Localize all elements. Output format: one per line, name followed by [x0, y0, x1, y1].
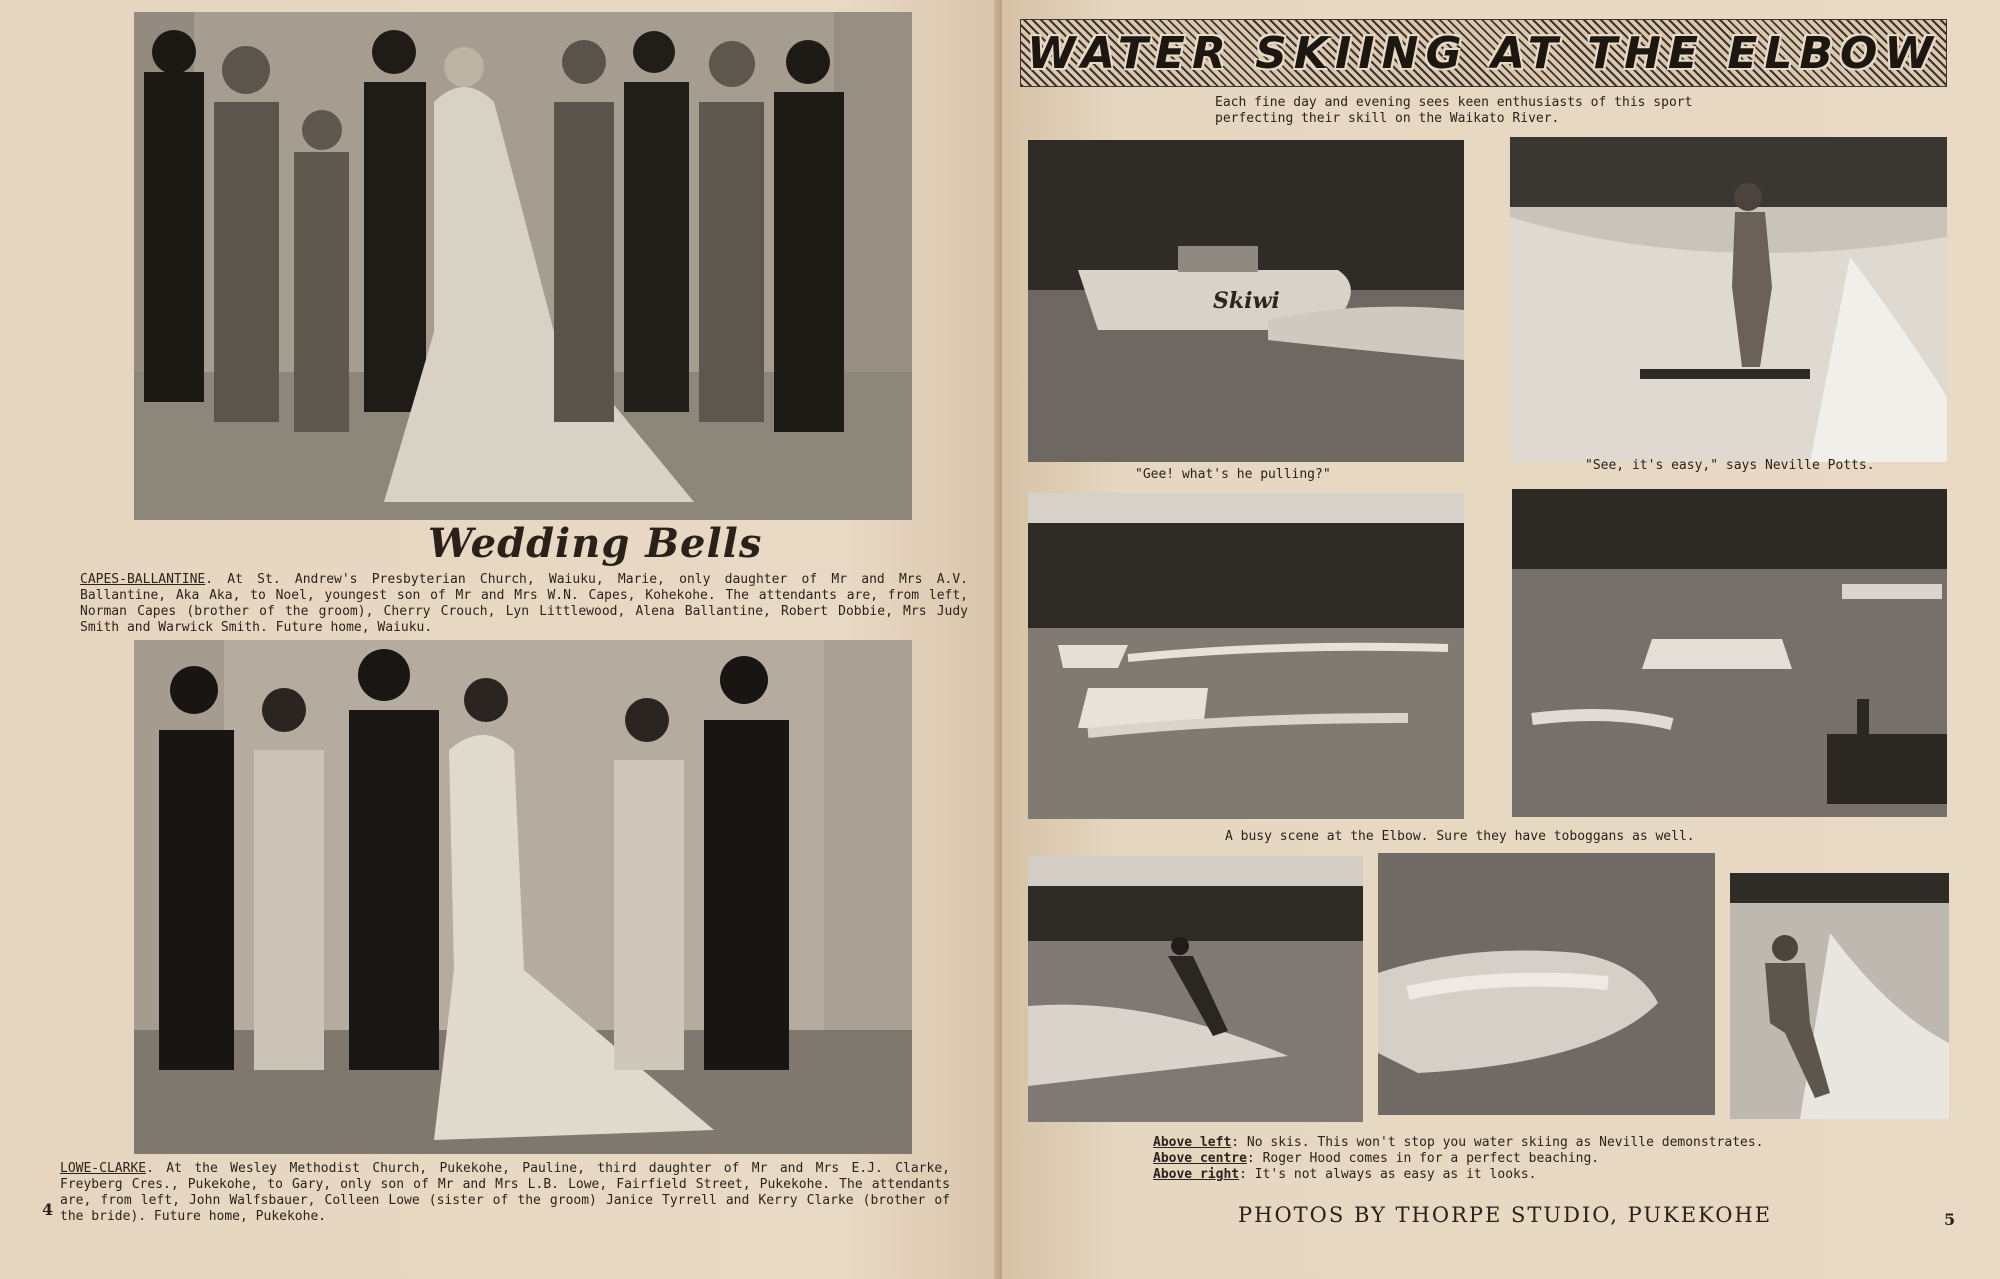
credit-above-centre: [1153, 1151, 1913, 1167]
photo-busy-scene-left: [1028, 493, 1464, 819]
credit-tag-right: Above right: [1153, 1167, 1240, 1182]
left-page: [0, 0, 998, 1279]
credit-above-left: [1153, 1135, 1913, 1151]
credit-text-left: : No skis. This won't stop you water skiing as Neville demonstrates.: [1231, 1135, 1764, 1150]
photo-skier-neville: [1510, 137, 1947, 462]
credit-tag-centre: Above centre: [1153, 1151, 1247, 1166]
wedding1-text: . At St. Andrew's Presbyterian Church, Waiuku, Marie, only daughter of Mr and Mrs A.V. Ballantine, Aka Aka, to Noel, youngest son of Mr and Mrs W.N. Capes, Kohekohe. The attendants are, from left, Norman Capes (brother of the groom), Cherry Crouch, Lyn Littlewood, Alena Ballantine, Robert Dobbie, Mrs Judy Smith and Warwick Smith. Future home, Waiuku.: [80, 572, 968, 635]
intro-line-1: Each fine day and evening sees keen enthusiasts of this sport: [1215, 95, 1693, 110]
wedding1-caption: [80, 572, 968, 636]
credit-tag-left: Above left: [1153, 1135, 1232, 1150]
wedding-bells-title: Wedding Bells: [428, 520, 763, 567]
photo-no-skis: [1028, 856, 1363, 1122]
caption-see-easy: "See, it's easy," says Neville Potts.: [1585, 458, 1875, 473]
studio-credit: PHOTOS BY THORPE STUDIO, PUKEKOHE: [1238, 1203, 1773, 1227]
wedding-photo-capes-ballantine: [134, 12, 912, 520]
wedding2-lead: LOWE-CLARKE: [60, 1161, 147, 1176]
banner-title: WATER SKIING AT THE ELBOW: [1027, 27, 1940, 79]
water-skiing-banner: [1020, 19, 1947, 87]
wedding2-text: . At the Wesley Methodist Church, Pukekohe, Pauline, third daughter of Mr and Mrs E.J. Clarke, Freyberg Cres., Pukekohe, to Gary, only son of Mr and Mrs L.B. Lowe, Fairfield Street, Pukekohe. The attendants are, from left, John Walfsbauer, Colleen Lowe (sister of the groom) Janice Tyrrell and Kerry Clarke (brother of the bride). Future home, Pukekohe.: [60, 1161, 950, 1224]
page-number-left: 4: [42, 1200, 54, 1219]
credit-above-right: [1153, 1167, 1913, 1183]
credit-text-centre: : Roger Hood comes in for a perfect beaching.: [1246, 1151, 1600, 1166]
photo-credits: [1153, 1135, 1913, 1183]
photo-boat-skiwi: [1028, 140, 1464, 462]
page-number-right: 5: [1944, 1210, 1956, 1229]
caption-gee-pulling: "Gee! what's he pulling?": [1135, 467, 1331, 482]
credit-text-right: : It's not always as easy as it looks.: [1239, 1167, 1537, 1182]
caption-busy-scene: A busy scene at the Elbow. Sure they have toboggans as well.: [1225, 829, 1695, 844]
intro-line-2: perfecting their skill on the Waikato River.: [1215, 111, 1560, 126]
wedding1-lead: CAPES-BALLANTINE: [80, 572, 206, 587]
photo-perfect-beaching: [1378, 853, 1715, 1115]
photo-busy-scene-right: [1512, 489, 1947, 817]
wedding2-caption: [60, 1161, 950, 1225]
boat-name-text: Skiwi: [1213, 288, 1280, 314]
wedding-photo-lowe-clarke: [134, 640, 912, 1154]
photo-not-easy: [1730, 873, 1949, 1119]
